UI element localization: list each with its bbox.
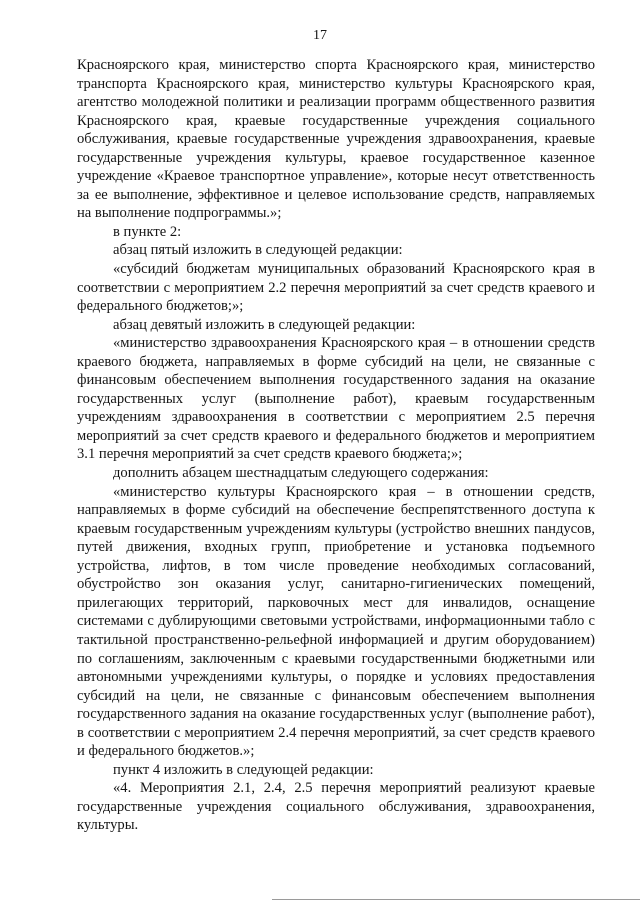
page-number: 17	[313, 28, 327, 43]
paragraph-point-2-heading: в пункте 2:	[113, 223, 182, 240]
paragraph-abzac-9-instruction: абзац девятый изложить в следующей редакции:	[113, 316, 416, 333]
paragraph-abzac-9-text: «министерство здравоохранения Красноярского края – в отношении средств краевого бюджета, направляемых в форме субсидий на цели, не связанные с финансовым обеспечением выполнения государственного задания на оказание государственных услуг (выполнение работ), краевым государственным учреждениям здравоохранения в соответствии с мероприятием 2.5 перечня мероприятий за счет средств краевого и федерального бюджетов и мероприятием 3.1 перечня мероприятий за счет средств краевого бюджета;»;	[77, 335, 595, 463]
paragraph-abzac-16-instruction: дополнить абзацем шестнадцатым следующего содержания:	[113, 465, 489, 482]
paragraph-point-4-text: «4. Мероприятия 2.1, 2.4, 2.5 перечня мероприятий реализуют краевые государственные учреждения социального обслуживания, здравоохранения, культуры.	[77, 780, 595, 834]
paragraph-continuation: Красноярского края, министерство спорта Красноярского края, министерство транспорта Красноярского края, министерство культуры Красноярского края, агентство молодежной политики и реализации программ общественного развития Красноярского края, краевые государственные учреждения социального обслуживания, краевые государственные учреждения здравоохранения, краевые государственные учреждения культуры, краевое государственное казенное учреждение «Краевое транспортное управление», которые несут ответственность за ее выполнение, эффективное и целевое использование средств, направляемых на выполнение подпрограммы.»;	[77, 57, 595, 222]
page-bottom-rule	[272, 899, 640, 900]
paragraph-abzac-5-text: «субсидий бюджетам муниципальных образований Красноярского края в соответствии с мероприятием 2.2 перечня мероприятий за счет средств краевого и федерального бюджетов;»;	[77, 261, 595, 315]
paragraph-abzac-5-instruction: абзац пятый изложить в следующей редакции:	[113, 242, 403, 259]
paragraph-point-4-instruction: пункт 4 изложить в следующей редакции:	[113, 761, 374, 778]
document-body	[77, 56, 595, 835]
paragraph-abzac-16-text: «министерство культуры Красноярского края – в отношении средств, направляемых в форме субсидий на обеспечение беспрепятственного доступа к краевым государственным учреждениям культуры (устройство внешних пандусов, путей движения, входных групп, приобретение и установка подъемного устройства, лифтов, в том числе проведение необходимых согласований, обустройство зон оказания услуг, санитарно-гигиенических помещений, прилегающих территорий, парковочных мест для инвалидов, оснащение системами с дублирующими световыми устройствами, информационными табло с тактильной пространственно-рельефной информацией и другим оборудованием) по соглашениям, заключенным с краевыми государственными бюджетными или автономными учреждениями культуры, о порядке и условиях предоставления субсидий на цели, не связанные с финансовым обеспечением выполнения государственного задания на оказание государственных услуг (выполнение работ), в соответствии с мероприятием 2.4 перечня мероприятий, за счет средств краевого и федерального бюджетов.»;	[77, 483, 595, 760]
